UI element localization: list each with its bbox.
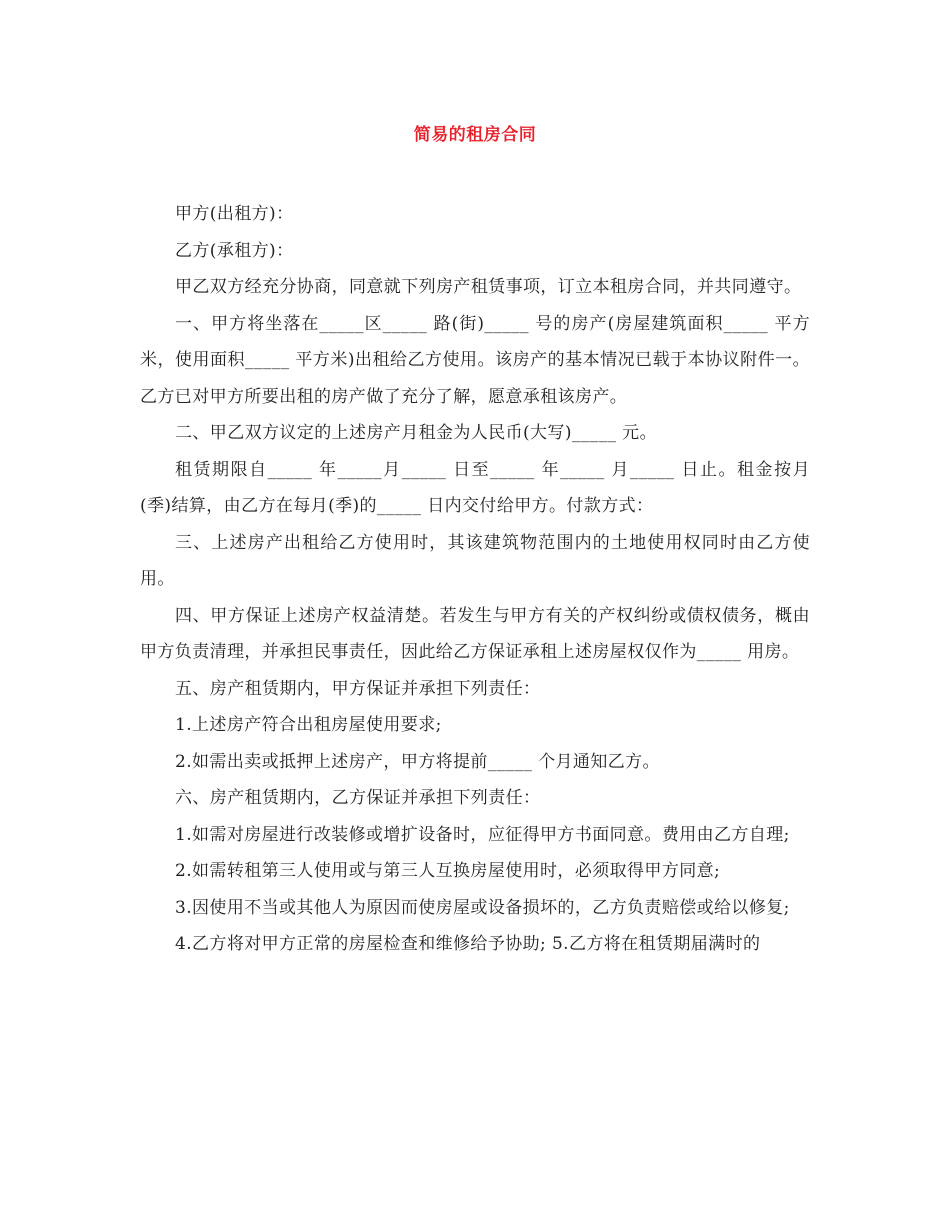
clause-6-heading: 六、房产租赁期内，乙方保证并承担下列责任： [175, 788, 541, 808]
clause-6-item-4-5: 4.乙方将对甲方正常的房屋检查和维修给予协助; 5.乙方将在租赁期届满时的 [175, 934, 761, 954]
document-body [140, 196, 810, 963]
party-b-line: 乙方(承租方)： [175, 240, 294, 261]
lease-term-paragraph: 租赁期限自_____ 年_____月_____ 日至_____ 年_____ 月_____ 日止。租金按月(季)结算，由乙方在每月(季)的_____ 日内交付给甲方。付款方式： [140, 459, 810, 516]
clause-5-heading: 五、房产租赁期内，甲方保证并承担下列责任： [175, 678, 541, 699]
clause-2-paragraph: 二、甲乙双方议定的上述房产月租金为人民币(大写)_____ 元。 [175, 423, 657, 443]
clause-1-paragraph: 一、甲方将坐落在_____区_____ 路(街)_____ 号的房产(房屋建筑面积_____ 平方米，使用面积_____ 平方米)出租给乙方使用。该房产的基本情况已载于本协议附件一。乙方已对甲方所要出租的房产做了充分了解，愿意承租该房产。 [140, 313, 810, 407]
clause-5-item-1: 1.上述房产符合出租房屋使用要求; [175, 715, 442, 735]
clause-5-item-2: 2.如需出卖或抵押上述房产，甲方将提前_____ 个月通知乙方。 [175, 751, 660, 772]
party-a-line: 甲方(出租方)： [175, 204, 294, 224]
clause-6-item-2: 2.如需转租第三人使用或与第三人互换房屋使用时，必须取得甲方同意; [175, 861, 721, 881]
clause-6-item-1: 1.如需对房屋进行改装修或增扩设备时，应征得甲方书面同意。费用由乙方自理; [175, 824, 790, 845]
document-title: 简易的租房合同 [413, 125, 537, 145]
preamble-paragraph: 甲乙双方经充分协商，同意就下列房产租赁事项，订立本租房合同，并共同遵守。 [175, 277, 802, 297]
clause-3-paragraph: 三、上述房产出租给乙方使用时，其该建筑物范围内的土地使用权同时由乙方使用。 [140, 532, 810, 589]
clause-6-item-3: 3.因使用不当或其他人为原因而使房屋或设备损坏的，乙方负责赔偿或给以修复; [175, 897, 790, 918]
clause-4-paragraph: 四、甲方保证上述房产权益清楚。若发生与甲方有关的产权纠纷或债权债务，概由甲方负责清理，并承担民事责任，因此给乙方保证承租上述房屋权仅作为_____ 用房。 [140, 605, 810, 662]
